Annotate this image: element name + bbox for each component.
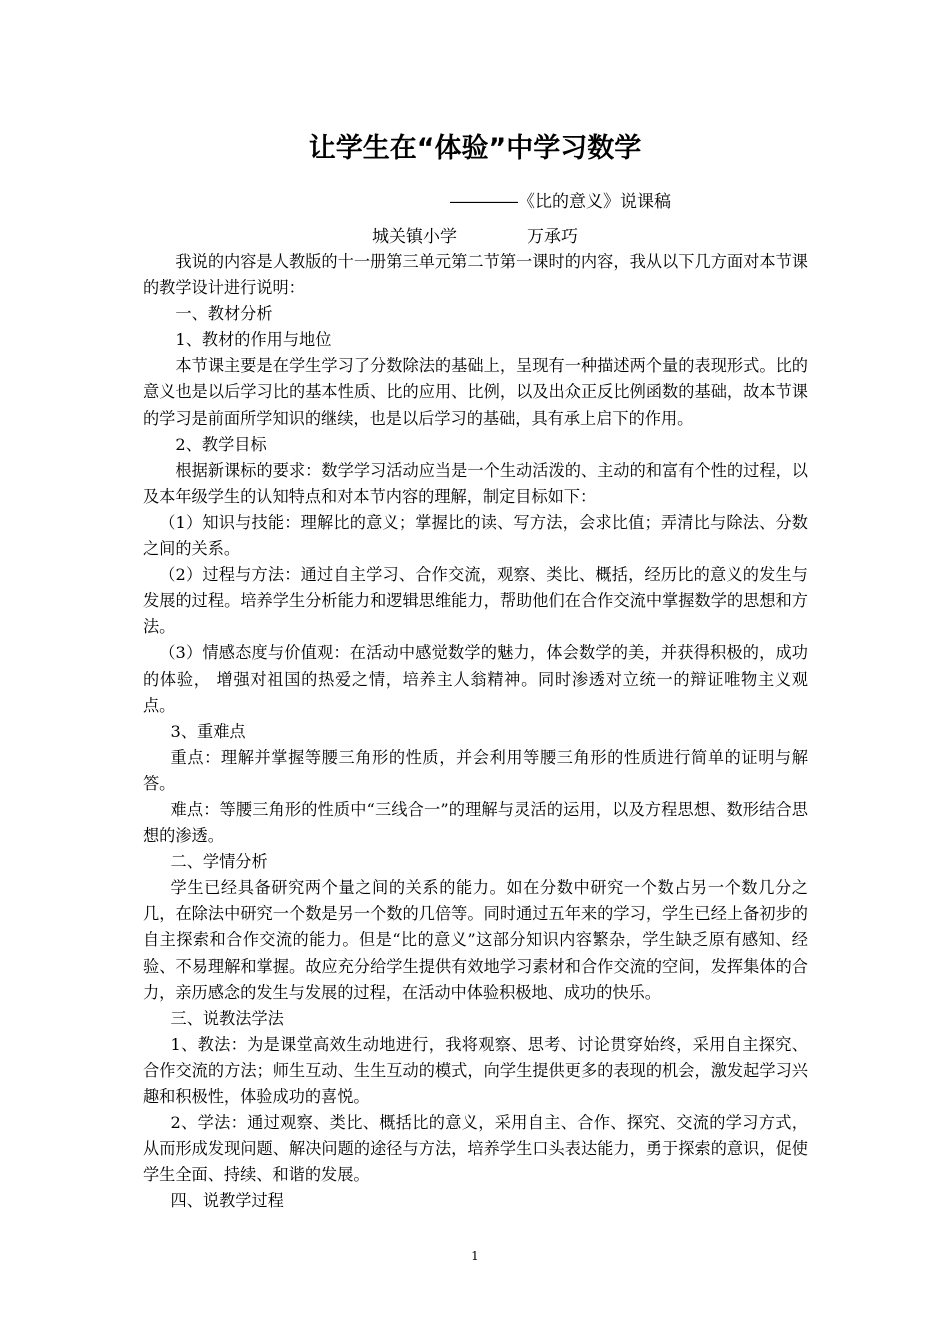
section-heading: 四、说教学过程: [170, 1191, 284, 1211]
paragraph: 本节课主要是在学生学习了分数除法的基础上，呈现有一种描述两个量的表现形式。比的意义也是以后学习比的基本性质、比的应用、比例，以及出众正反比例函数的基础，故本节课的学习是前面所学知识的继续，也是以后学习的基础，具有承上启下的作用。: [143, 356, 808, 428]
subsection-heading: 2、教学目标: [175, 434, 267, 454]
author-name: 万承巧: [527, 227, 578, 247]
list-item: （2）过程与方法：通过自主学习、合作交流，观察、类比、概括，经历比的意义的发生与发展的过程。培养学生分析能力和逻辑思维能力，帮助他们在合作交流中掌握数学的思想和方法。: [143, 565, 808, 637]
paragraph: 重点：理解并掌握等腰三角形的性质，并会利用等腰三角形的性质进行简单的证明与解答。: [143, 747, 808, 793]
section-heading: 一、教材分析: [175, 304, 273, 324]
section-heading: 二、学情分析: [170, 852, 268, 872]
paragraph: 难点：等腰三角形的性质中“三线合一”的理解与灵活的运用，以及方程思想、数形结合思想的渗透。: [143, 799, 808, 846]
document-title: 让学生在“体验”中学习数学: [308, 133, 642, 164]
page-number: 1: [471, 1249, 479, 1263]
document-subtitle: ――――《比的意义》说课稿: [450, 192, 671, 212]
document-body: [143, 249, 808, 1214]
list-item: （3）情感态度与价值观：在活动中感觉数学的魅力，体会数学的美，并获得积极的，成功的体验， 增强对祖国的热爱之情，培养主人翁精神。同时渗透对立统一的辩证唯物主义观点。: [143, 643, 808, 715]
paragraph: 学生已经具备研究两个量之间的关系的能力。如在分数中研究一个数占另一个数几分之几，在除法中研究一个数是另一个数的几倍等。同时通过五年来的学习，学生已经上备初步的自主探索和合作交流的能力。但是“比的意义”这部分知识内容繁杂，学生缺乏原有感知、经验、不易理解和掌握。故应充分给学生提供有效地学习素材和合作交流的空间，发挥集体的合力，亲历感念的发生与发展的过程，在活动中体验积极地、成功的快乐。: [143, 878, 808, 1002]
paragraph: 2、学法：通过观察、类比、概括比的意义，采用自主、合作、探究、交流的学习方式，从而形成发现问题、解决问题的途径与方法，培养学生口头表达能力，勇于探索的意识，促使学生全面、持续、和谐的发展。: [143, 1113, 808, 1185]
list-item: （1）知识与技能：理解比的意义；掌握比的读、写方法，会求比值；弄清比与除法、分数之间的关系。: [143, 512, 808, 559]
paragraph: 根据新课标的要求：数学学习活动应当是一个生动活泼的、主动的和富有个性的过程，以及本年级学生的认知特点和对本节内容的理解，制定目标如下：: [143, 460, 808, 506]
paragraph: 我说的内容是人教版的十一册第三单元第二节第一课时的内容，我从以下几方面对本节课的教学设计进行说明：: [143, 252, 808, 298]
paragraph: 1、教法：为是课堂高效生动地进行，我将观察、思考、讨论贯穿始终，采用自主探究、合作交流的方法；师生互动、生生互动的模式，向学生提供更多的表现的机会，激发起学习兴趣和积极性，体验成功的喜悦。: [143, 1034, 808, 1106]
subsection-heading: 1、教材的作用与地位: [175, 330, 332, 350]
author-line: [0, 225, 950, 249]
section-heading: 三、说教法学法: [170, 1008, 284, 1028]
subsection-heading: 3、重难点: [170, 721, 246, 741]
school-name: 城关镇小学: [372, 227, 457, 247]
